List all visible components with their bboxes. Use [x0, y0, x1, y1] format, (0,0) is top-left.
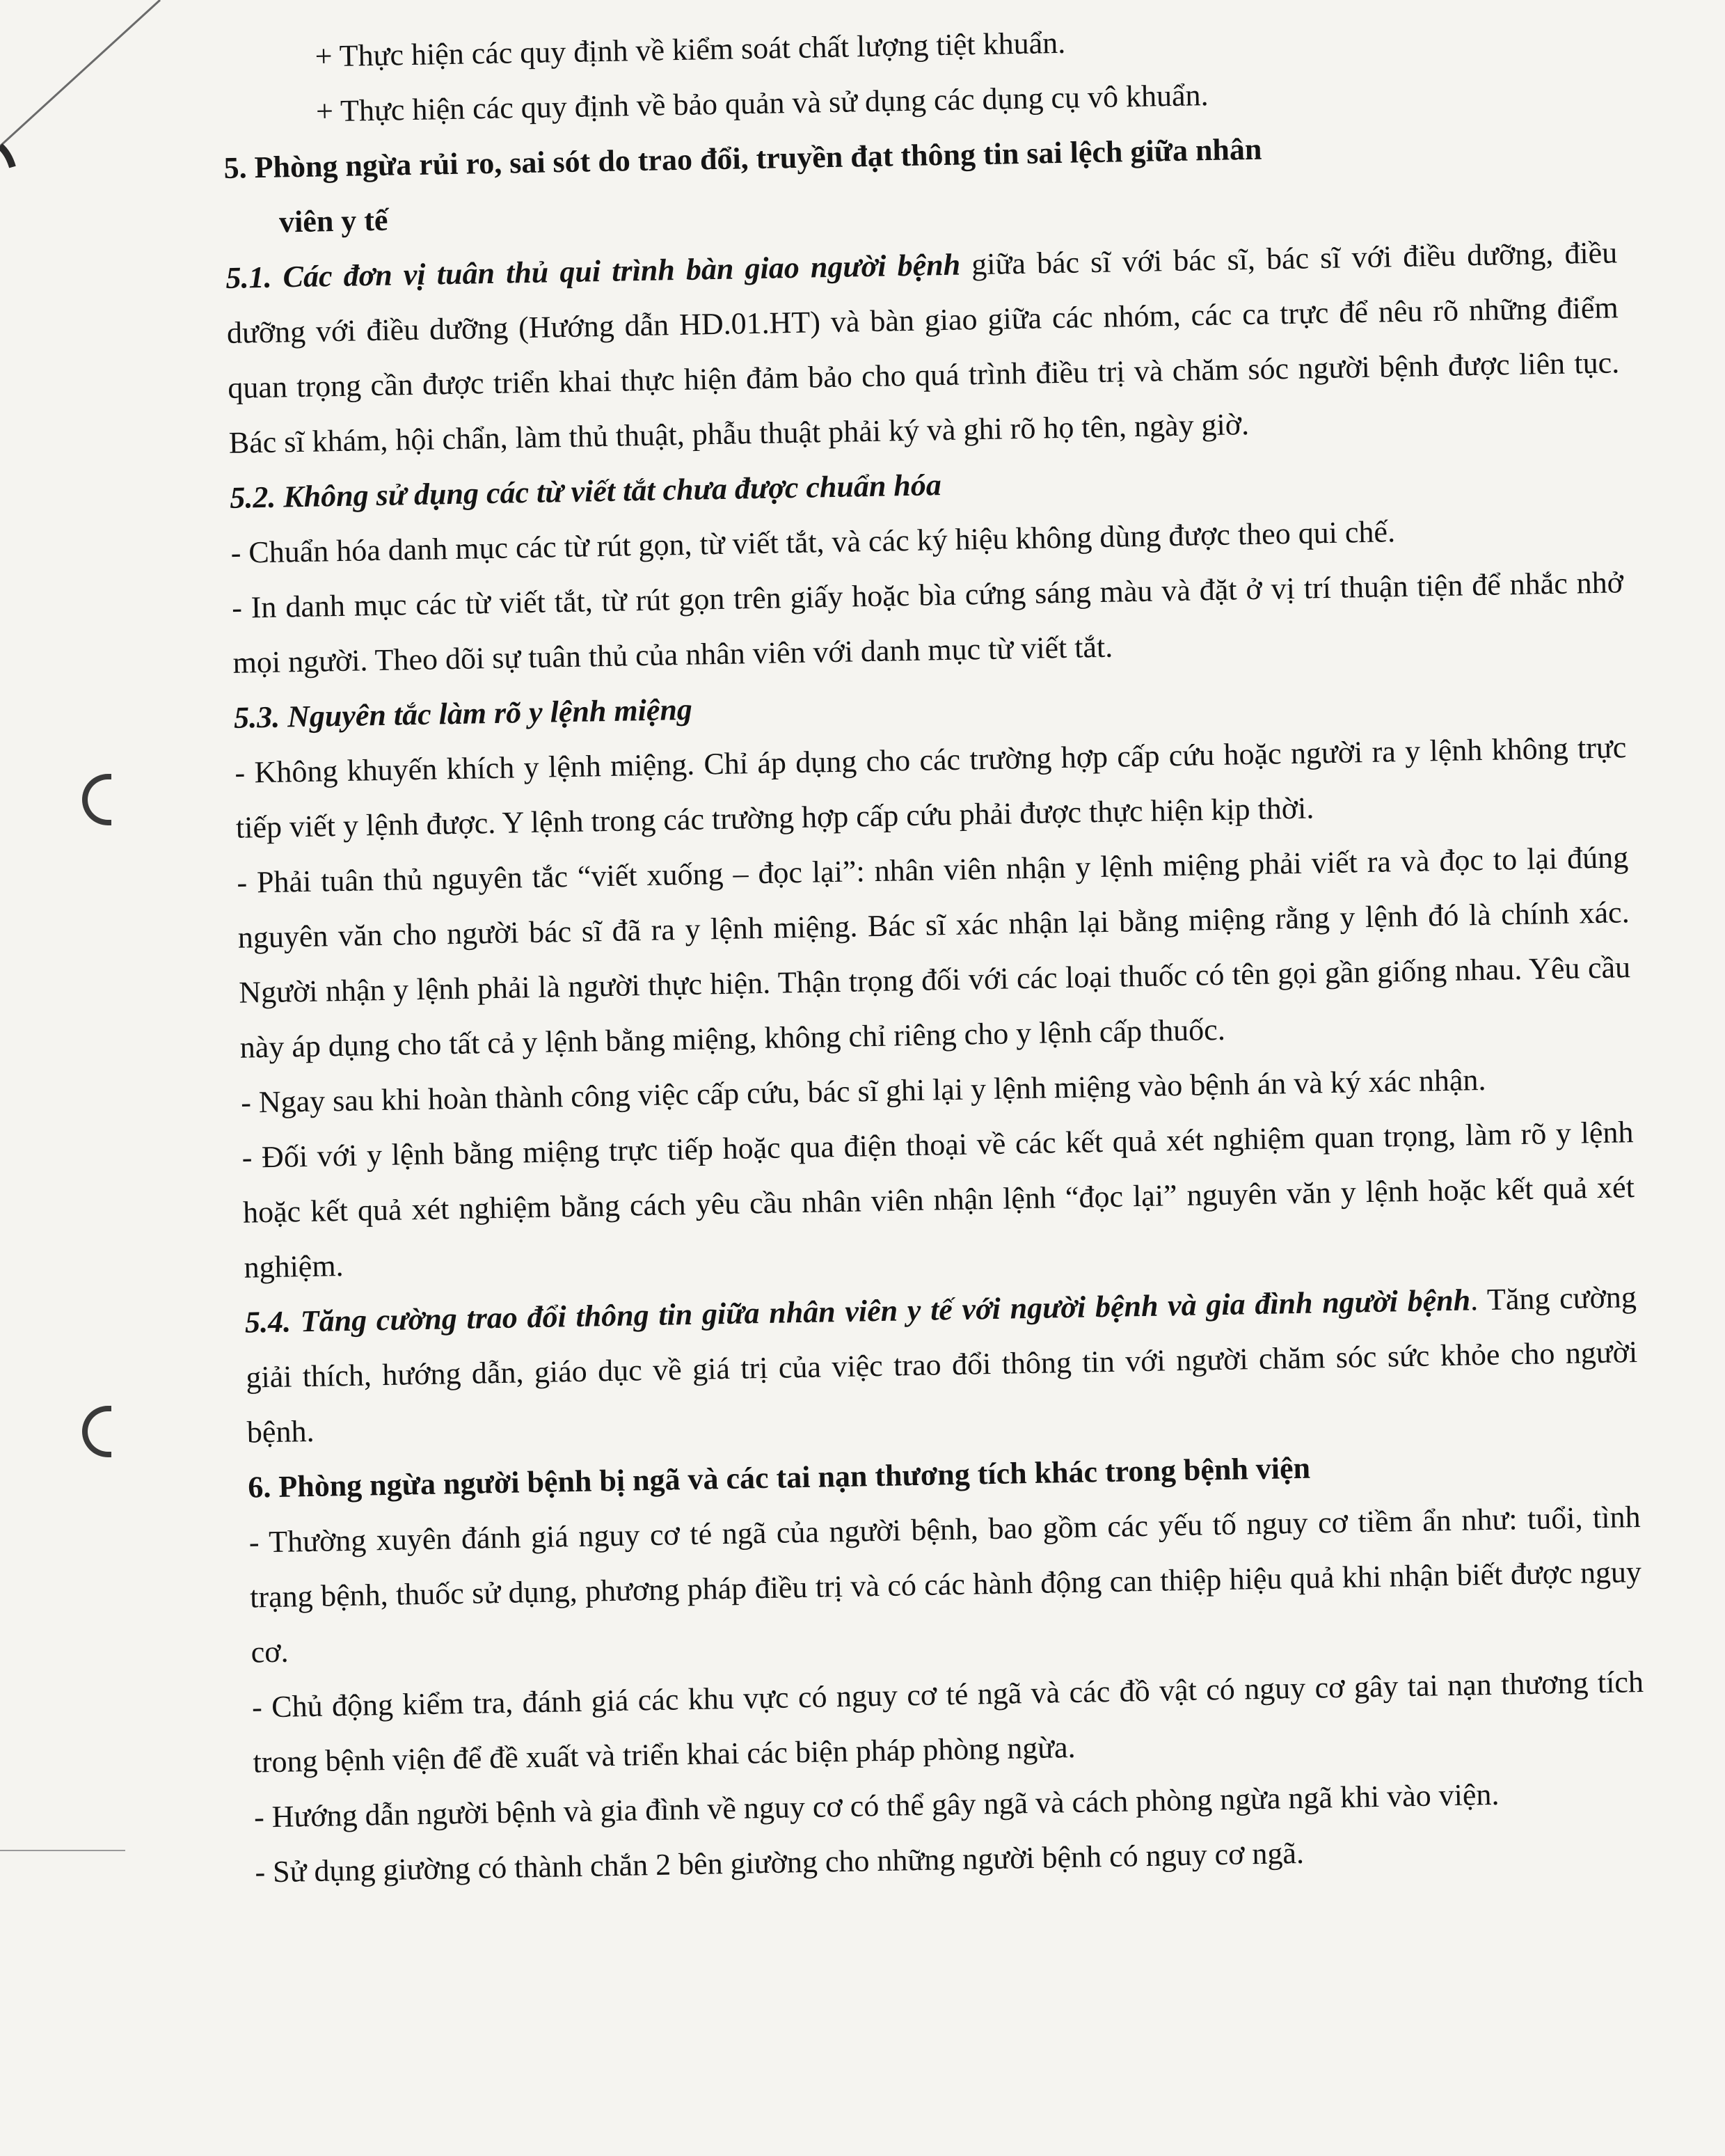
section-5-4-body: . Tăng cường giải thích, hướng dẫn, giáo dục về giá trị của việc trao đổi thông tin với người chăm sóc sức khỏe cho người bệnh. — [246, 1280, 1638, 1450]
section-5-1-body: giữa bác sĩ với bác sĩ, bác sĩ với điều dưỡng, điều dưỡng với điều dưỡng (Hướng dẫn HD.01.HT) và bàn giao giữa các nhóm, các ca trực để nêu rõ những điểm quan trọng cần được triển khai thực hiện đảm bảo cho quá trình điều trị và chăm sóc người bệnh được liên tục. Bác sĩ khám, hội chẩn, làm thủ thuật, phẫu thuật phải ký và ghi rõ họ tên, ngày giờ. — [226, 235, 1620, 460]
section-6-para-3: - Hướng dẫn người bệnh và gia đình về nguy cơ có thể gây ngã và cách phòng ngừa ngã khi vào viện. — [253, 1777, 1500, 1834]
section-6-para-2: - Chủ động kiểm tra, đánh giá các khu vực có nguy cơ té ngã và các đồ vật có nguy cơ gây tai nạn thương tích trong bệnh viện để đề xuất và triển khai các biện pháp phòng ngừa. — [251, 1664, 1644, 1780]
page-corner-fold — [0, 0, 181, 181]
section-5-3-title: 5.3. Nguyên tắc làm rõ y lệnh miệng — [233, 692, 693, 735]
section-5-1-title: 5.1. Các đơn vị tuân thủ qui trình bàn giao người bệnh — [225, 247, 961, 295]
section-5-3-para-4: - Đối với y lệnh bằng miệng trực tiếp hoặc qua điện thoại về các kết quả xét nghiệm quan trọng, làm rõ y lệnh hoặc kết quả xét nghiệm bằng cách yêu cầu nhân viên nhận lệnh “đọc lại” nguyên văn y lệnh hoặc kết quả xét nghiệm. — [241, 1115, 1635, 1285]
section-5-heading-line-1: 5. Phòng ngừa rủi ro, sai sót do trao đổi, truyền đạt thông tin sai lệch giữa nhân — [223, 132, 1262, 185]
section-5-2-title: 5.2. Không sử dụng các từ viết tắt chưa được chuẩn hóa — [229, 468, 942, 515]
bullet-line-1: + Thực hiện các quy định về kiểm soát chất lượng tiệt khuẩn. — [315, 25, 1066, 74]
scan-artifact-line — [0, 1850, 125, 1851]
section-6-para-4: - Sử dụng giường có thành chắn 2 bên giường cho những người bệnh có nguy cơ ngã. — [255, 1835, 1305, 1889]
section-5-3-para-3: - Ngay sau khi hoàn thành công việc cấp cứu, bác sĩ ghi lại y lệnh miệng vào bệnh án và ký xác nhận. — [240, 1062, 1486, 1120]
section-5-4-title: 5.4. Tăng cường trao đổi thông tin giữa nhân viên y tế với người bệnh và gia đình người bệnh — [244, 1283, 1471, 1340]
section-5-4 — [244, 1269, 1639, 1460]
document-body — [221, 5, 1647, 1899]
punch-hole-bottom — [82, 1406, 111, 1457]
section-5-3-para-1: - Không khuyến khích y lệnh miệng. Chỉ áp dụng cho các trường hợp cấp cứu hoặc người ra y lệnh không trực tiếp viết y lệnh được. Y lệnh trong các trường hợp cấp cứu phải được thực hiện kịp thời. — [234, 730, 1627, 845]
section-5-3-para-2: - Phải tuân thủ nguyên tắc “viết xuống – đọc lại”: nhân viên nhận y lệnh miệng phải viết ra và đọc to lại đúng nguyên văn cho người bác sĩ đã ra y lệnh miệng. Bác sĩ xác nhận lại bằng miệng rằng y lệnh đó là chính xác. Người nhận y lệnh phải là người thực hiện. Thận trọng đối với các loại thuốc có tên gọi gần giống nhau. Yêu cầu này áp dụng cho tất cả y lệnh bằng miệng, không chỉ riêng cho y lệnh cấp thuốc. — [236, 840, 1631, 1065]
bullet-line-2: + Thực hiện các quy định về bảo quản và sử dụng các dụng cụ vô khuẩn. — [315, 78, 1209, 129]
section-5-heading-line-2: viên y tế — [278, 203, 388, 239]
punch-hole-top — [82, 774, 111, 825]
section-5-1 — [225, 225, 1621, 470]
section-6-para-1: - Thường xuyên đánh giá nguy cơ té ngã của người bệnh, bao gồm các yếu tố nguy cơ tiềm ẩn như: tuổi, tình trạng bệnh, thuốc sử dụng, phương pháp điều trị và có các hành động can thiệp hiệu quả khi nhận biết được nguy cơ. — [248, 1499, 1642, 1670]
section-5-2-para-2: - In danh mục các từ viết tắt, từ rút gọn trên giấy hoặc bìa cứng sáng màu và đặt ở vị trí thuận tiện để nhắc nhở mọi người. Theo dõi sự tuân thủ của nhân viên với danh mục từ viết tắt. — [231, 565, 1624, 680]
section-5-2-para-1: - Chuẩn hóa danh mục các từ rút gọn, từ viết tắt, và các ký hiệu không dùng được theo qui chế. — [230, 514, 1396, 570]
section-6-heading: 6. Phòng ngừa người bệnh bị ngã và các tai nạn thương tích khác trong bệnh viện — [247, 1450, 1311, 1505]
